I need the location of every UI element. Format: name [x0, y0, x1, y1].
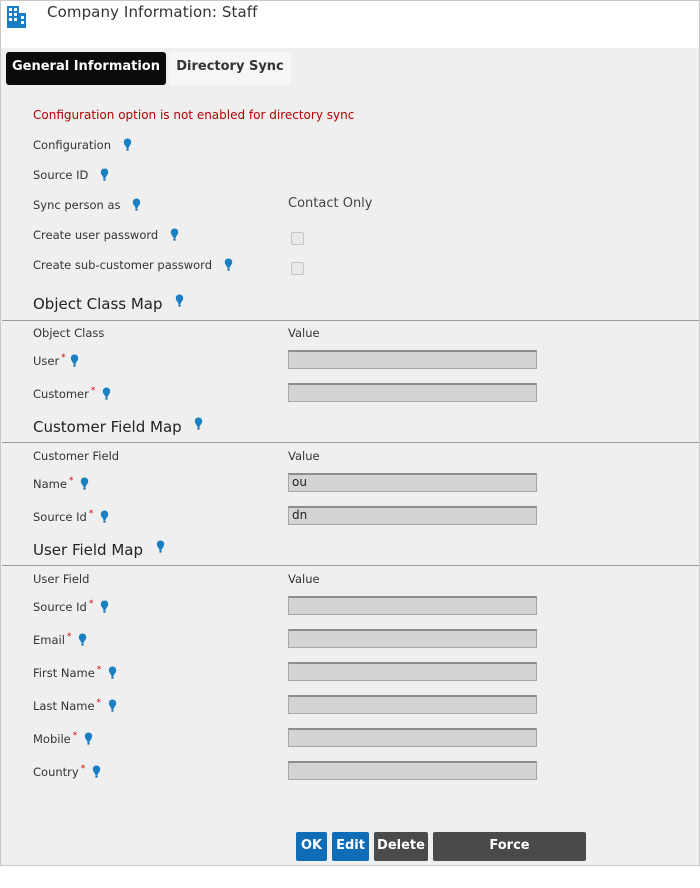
required-marker: *	[68, 476, 74, 486]
info-pin-icon[interactable]	[78, 633, 87, 646]
info-pin-icon[interactable]	[108, 699, 117, 712]
section-divider	[2, 320, 699, 321]
tab-general-information[interactable]: General Information	[6, 52, 166, 85]
user-field-row-country	[33, 765, 101, 779]
column-header-user-field: User Field	[33, 572, 90, 586]
info-pin-icon[interactable]	[175, 294, 184, 307]
configuration-label: Configuration	[33, 138, 111, 152]
field-label: Mobile	[33, 732, 71, 746]
delete-button[interactable]: Delete	[374, 832, 428, 861]
create-subcustomer-password-row	[33, 258, 233, 272]
user-first-name-input[interactable]	[288, 662, 537, 681]
create-subcustomer-password-label: Create sub-customer password	[33, 258, 213, 272]
force-synchronisation-button[interactable]: Force Synchronisation	[433, 832, 586, 861]
info-pin-icon[interactable]	[132, 198, 141, 211]
dialog-header	[1, 1, 699, 48]
user-email-input[interactable]	[288, 629, 537, 648]
column-header-customer-field: Customer Field	[33, 449, 120, 463]
section-title: Object Class Map	[33, 295, 163, 313]
user-object-class-input[interactable]	[288, 350, 537, 369]
sync-person-as-label: Sync person as	[33, 198, 121, 212]
field-label: Last Name	[33, 699, 95, 713]
info-pin-icon[interactable]	[84, 732, 93, 745]
field-label: User	[33, 354, 60, 368]
info-pin-icon[interactable]	[70, 354, 79, 367]
user-field-row-first-name	[33, 666, 117, 680]
customer-object-class-input[interactable]	[288, 383, 537, 402]
required-marker: *	[90, 386, 96, 396]
field-label: Country	[33, 765, 79, 779]
column-header-value: Value	[288, 449, 320, 463]
field-label: Name	[33, 477, 67, 491]
column-header-object-class: Object Class	[33, 326, 105, 340]
create-subcustomer-password-checkbox[interactable]	[291, 262, 304, 275]
section-title: User Field Map	[33, 541, 144, 559]
info-pin-icon[interactable]	[92, 765, 101, 778]
column-header-value: Value	[288, 326, 320, 340]
info-pin-icon[interactable]	[80, 477, 89, 490]
required-marker: *	[66, 632, 72, 642]
user-field-row-source-id	[33, 600, 109, 614]
info-pin-icon[interactable]	[194, 417, 203, 430]
sync-person-as-value: Contact Only	[288, 196, 373, 211]
edit-button[interactable]: Edit	[332, 832, 369, 861]
field-label: First Name	[33, 666, 95, 680]
required-marker: *	[96, 698, 102, 708]
create-user-password-label: Create user password	[33, 228, 159, 242]
object-class-row-user	[33, 354, 79, 368]
field-label: Email	[33, 633, 65, 647]
customer-source-id-input[interactable]: dn	[288, 506, 537, 525]
section-divider	[2, 442, 699, 443]
required-marker: *	[88, 599, 94, 609]
page-title: Company Information: Staff	[47, 3, 258, 21]
building-icon	[4, 4, 28, 28]
user-field-row-last-name	[33, 699, 117, 713]
user-source-id-input[interactable]	[288, 596, 537, 615]
info-pin-icon[interactable]	[100, 510, 109, 523]
create-user-password-checkbox[interactable]	[291, 232, 304, 245]
info-pin-icon[interactable]	[170, 228, 179, 241]
info-pin-icon[interactable]	[102, 387, 111, 400]
tab-directory-sync[interactable]: Directory Sync	[169, 52, 291, 85]
info-pin-icon[interactable]	[108, 666, 117, 679]
user-mobile-input[interactable]	[288, 728, 537, 747]
field-label: Customer	[33, 387, 89, 401]
customer-name-input[interactable]: ou	[288, 473, 537, 492]
required-marker: *	[88, 509, 94, 519]
customer-field-row-name	[33, 477, 89, 491]
customer-field-row-source-id	[33, 510, 109, 524]
required-marker: *	[80, 764, 86, 774]
required-marker: *	[72, 731, 78, 741]
info-pin-icon[interactable]	[100, 168, 109, 181]
configuration-row	[33, 138, 132, 152]
ok-button[interactable]: OK	[296, 832, 327, 861]
source-id-label: Source ID	[33, 168, 89, 182]
field-label: Source Id	[33, 600, 87, 614]
customer-field-map-heading	[33, 417, 203, 436]
field-label: Source Id	[33, 510, 87, 524]
info-pin-icon[interactable]	[224, 258, 233, 271]
required-marker: *	[96, 665, 102, 675]
user-last-name-input[interactable]	[288, 695, 537, 714]
user-field-row-mobile	[33, 732, 93, 746]
sync-person-row	[33, 198, 141, 212]
user-country-input[interactable]	[288, 761, 537, 780]
object-class-map-heading	[33, 294, 184, 313]
directory-sync-warning: Configuration option is not enabled for directory sync	[33, 108, 355, 122]
section-title: Customer Field Map	[33, 418, 182, 436]
create-user-password-row	[33, 228, 179, 242]
source-id-row	[33, 168, 109, 182]
info-pin-icon[interactable]	[156, 540, 165, 553]
user-field-map-heading	[33, 540, 165, 559]
section-divider	[2, 565, 699, 566]
object-class-row-customer	[33, 387, 111, 401]
info-pin-icon[interactable]	[100, 600, 109, 613]
column-header-value: Value	[288, 572, 320, 586]
info-pin-icon[interactable]	[123, 138, 132, 151]
required-marker: *	[61, 353, 66, 363]
user-field-row-email	[33, 633, 87, 647]
